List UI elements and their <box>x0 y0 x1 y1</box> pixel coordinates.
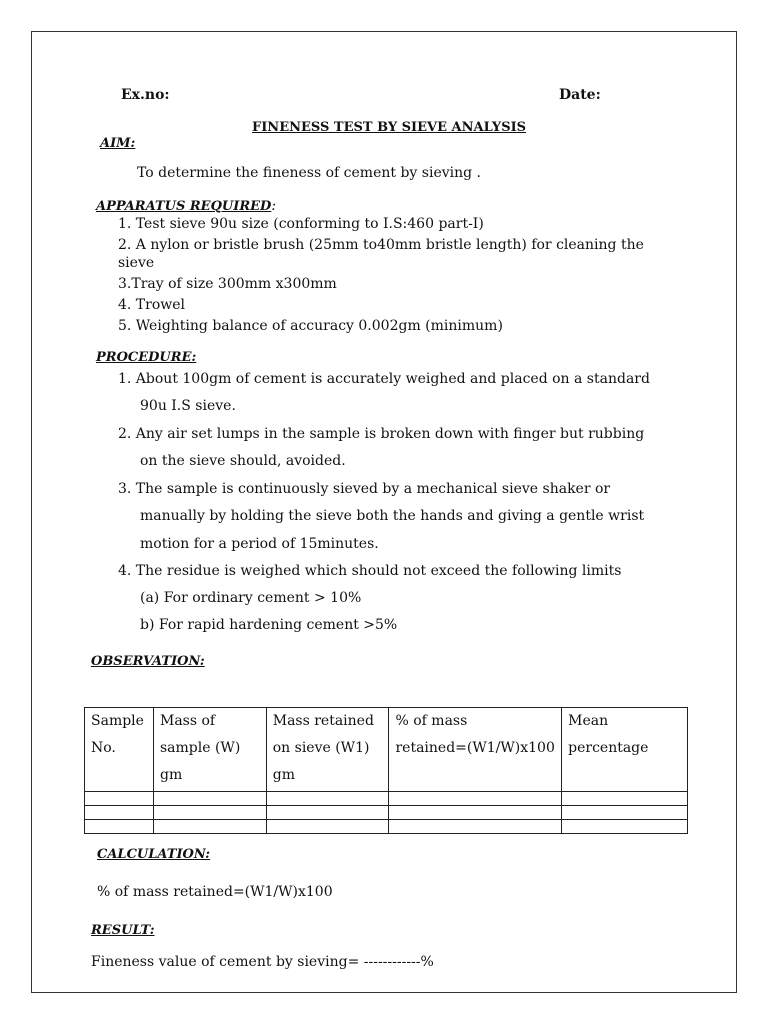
apparatus-item: 1. Test sieve 90u size (conforming to I.S:460 part-I) <box>118 216 484 232</box>
table-cell[interactable] <box>153 806 266 820</box>
header-cell-percent-retained <box>389 708 562 792</box>
apparatus-heading: APPARATUS REQUIRED <box>96 199 272 214</box>
apparatus-item: 5. Weighting balance of accuracy 0.002gm (minimum) <box>118 318 503 334</box>
table-cell[interactable] <box>389 820 562 834</box>
procedure-line: on the sieve should, avoided. <box>140 453 346 469</box>
procedure-line: 3. The sample is continuously sieved by a mechanical sieve shaker or <box>118 481 611 497</box>
result-heading: RESULT: <box>91 923 155 938</box>
table-cell[interactable] <box>562 820 688 834</box>
header-line: gm <box>159 767 183 783</box>
calculation-heading: CALCULATION: <box>97 847 211 862</box>
apparatus-item: sieve <box>118 255 155 271</box>
table-cell[interactable] <box>562 792 688 806</box>
procedure-line: 2. Any air set lumps in the sample is broken down with finger but rubbing <box>118 426 645 442</box>
header-line: Mean <box>568 713 609 729</box>
table-row <box>85 792 688 806</box>
procedure-line: (a) For ordinary cement > 10% <box>140 590 362 606</box>
header-cell-mean-percentage <box>562 708 688 792</box>
procedure-line: 90u I.S sieve. <box>140 398 236 414</box>
table-cell[interactable] <box>85 806 154 820</box>
procedure-heading: PROCEDURE: <box>96 350 197 365</box>
header-line: Mass retained <box>272 713 374 729</box>
header-line: % of mass <box>395 713 468 729</box>
observation-heading: OBSERVATION: <box>91 654 205 669</box>
table-cell[interactable] <box>389 792 562 806</box>
table-cell[interactable] <box>266 806 389 820</box>
calculation-formula: % of mass retained=(W1/W)x100 <box>97 884 333 900</box>
table-row <box>85 820 688 834</box>
table-cell[interactable] <box>266 820 389 834</box>
header-line: gm <box>272 767 295 783</box>
procedure-line: 4. The residue is weighed which should not exceed the following limits <box>118 563 622 579</box>
procedure-line: manually by holding the sieve both the hands and giving a gentle wrist <box>140 508 645 524</box>
table-cell[interactable] <box>153 820 266 834</box>
procedure-line: motion for a period of 15minutes. <box>140 536 379 552</box>
table-header-row <box>85 708 688 792</box>
table-cell[interactable] <box>562 806 688 820</box>
header-cell-mass-sample <box>153 708 266 792</box>
header-line: percentage <box>568 740 649 756</box>
header-cell-mass-retained <box>266 708 389 792</box>
observation-table <box>84 707 688 834</box>
exno-label: Ex.no: <box>121 87 170 103</box>
date-label: Date: <box>559 87 601 103</box>
apparatus-heading-wrap <box>96 195 276 214</box>
aim-heading: AIM: <box>100 136 136 151</box>
result-text: Fineness value of cement by sieving= ------------% <box>91 954 434 970</box>
table-cell[interactable] <box>389 806 562 820</box>
header-line: sample (W) <box>159 740 241 756</box>
header-line: Mass of <box>159 713 216 729</box>
apparatus-colon: : <box>271 198 277 214</box>
table-cell[interactable] <box>85 792 154 806</box>
header-line: on sieve (W1) <box>272 740 370 756</box>
table-row <box>85 806 688 820</box>
procedure-line: 1. About 100gm of cement is accurately weighed and placed on a standard <box>118 371 650 387</box>
header-cell-sample-no <box>85 708 154 792</box>
procedure-line: b) For rapid hardening cement >5% <box>140 617 398 633</box>
table-cell[interactable] <box>266 792 389 806</box>
aim-text: To determine the fineness of cement by sieving . <box>137 165 481 181</box>
apparatus-item: 2. A nylon or bristle brush (25mm to40mm bristle length) for cleaning the <box>118 237 644 253</box>
header-line: retained=(W1/W)x100 <box>395 740 555 756</box>
apparatus-item: 3.Tray of size 300mm x300mm <box>118 276 337 292</box>
header-line: No. <box>91 740 116 756</box>
table-cell[interactable] <box>153 792 266 806</box>
page-title: FINENESS TEST BY SIEVE ANALYSIS <box>252 120 527 135</box>
apparatus-item: 4. Trowel <box>118 297 186 313</box>
header-line: Sample <box>91 713 144 729</box>
table-cell[interactable] <box>85 820 154 834</box>
